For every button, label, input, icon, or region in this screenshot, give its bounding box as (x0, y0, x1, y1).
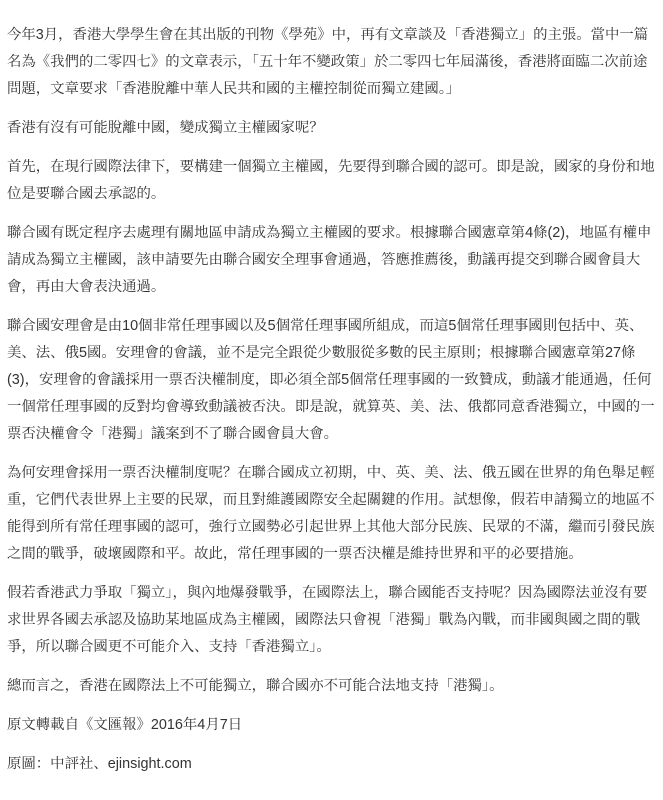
paragraph-2: 香港有沒有可能脫離中國，變成獨立主權國家呢？ (7, 120, 324, 136)
paragraph-7: 假若香港武力爭取「獨立」，與內地爆發戰爭，在國際法上，聯合國能否支持呢？因為國際法並沒有要求世界各國去承認及協助某地區成為主權國，國際法只會視「港獨」戰為內戰，而非國與國之間的戰爭，所以聯合國更不可能介入、支持「香港獨立」。 (7, 585, 648, 655)
paragraph-8: 總而言之，香港在國際法上不可能獨立，聯合國亦不可能合法地支持「港獨」。 (7, 678, 504, 694)
paragraph-5: 聯合國安理會是由10個非常任理事國以及5個常任理事國所組成，而這5個常任理事國則包括中、英、美、法、俄5國。安理會的會議，並不是完全跟從少數服從多數的民主原則；根據聯合國憲章第27條(3)，安理會的會議採用一票否決權制度，即必須全部5個常任理事國的一致贊成，動議才能通過，任何一個常任理事國的反對均會導致動議被否決。即是說，就算英、美、法、俄都同意香港獨立，中國的一票否決權會令「港獨」議案到不了聯合國會員大會。 (7, 318, 655, 442)
paragraph-6: 為何安理會採用一票否決權制度呢？在聯合國成立初期，中、英、美、法、俄五國在世界的角色舉足輕重，它們代表世界上主要的民眾，而且對維護國際安全起關鍵的作用。試想像，假若申請獨立的地區不能得到所有常任理事國的認可，強行立國勢必引起世界上其他大部分民族、民眾的不滿，繼而引發民族之間的戰爭，破壞國際和平。故此，常任理事國的一票否決權是維持世界和平的必要措施。 (7, 465, 655, 562)
image-credit-line: 原圖：中評社、ejinsight.com (7, 756, 192, 772)
paragraph-3: 首先，在現行國際法律下，要構建一個獨立主權國，先要得到聯合國的認可。即是說，國家的身份和地位是要聯合國去承認的。 (7, 159, 655, 202)
paragraph-1: 今年3月，香港大學學生會在其出版的刊物《學苑》中，再有文章談及「香港獨立」的主張。當中一篇名為《我們的二零四七》的文章表示，「五十年不變政策」於二零四七年屆滿後，香港將面臨二次前途問題，文章要求「香港脫離中華人民共和國的主權控制從而獨立建國。」 (7, 27, 649, 97)
source-line: 原文轉載自《文匯報》2016年4月7日 (7, 717, 243, 733)
paragraph-4: 聯合國有既定程序去處理有關地區申請成為獨立主權國的要求。根據聯合國憲章第4條(2)，地區有權申請成為獨立主權國，該申請要先由聯合國安全理事會通過，答應推薦後，動議再提交到聯合國會員大會，再由大會表決通過。 (7, 225, 652, 295)
